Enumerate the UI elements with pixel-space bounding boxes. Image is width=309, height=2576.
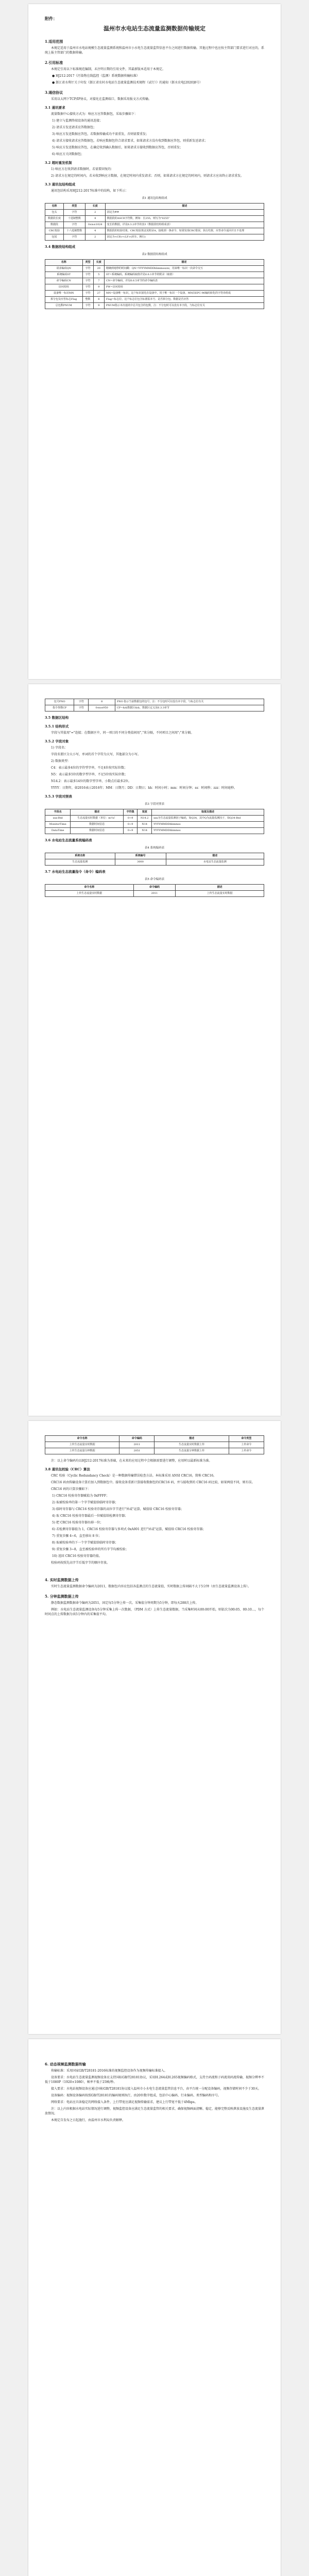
- table-row: [45, 278, 264, 284]
- subsection-title: 3.5.2 字段对象: [45, 739, 69, 743]
- table-row: [45, 705, 264, 711]
- table-header: 命令编码: [119, 1436, 154, 1442]
- table-row: [45, 828, 264, 834]
- subsection-title: 3.6 水电站生态流量系统编码表: [45, 838, 92, 842]
- paragraph: 字段名要区分大小写，单词的首个字符为大写，其他部分为小写。: [51, 753, 141, 756]
- table-cell: 上传生态流量分钟数据: [45, 1448, 119, 1454]
- table-row: [45, 1448, 264, 1454]
- page-4: [28, 2039, 281, 2576]
- table-caption: 表5 命令编码表: [144, 878, 165, 881]
- paragraph: 设备编码：视频设备编码按照GB/T28181的编码规则执行，由20位数字组成，包括中心编码、行业编码、类型编码和序号。: [51, 2094, 221, 2097]
- table-cell: YYYYMMDDhhmmss: [152, 828, 264, 834]
- table-cell: 字符: [82, 266, 93, 272]
- table-cell: 数据段的校验结果，CRC校验算法见附录A。接收到一条命令，如果发现CRC错误，执行结果，应答命令返回并且不处理: [105, 228, 264, 234]
- table-cell: 生态流量实时数据上传: [154, 1442, 229, 1448]
- paragraph: 字段与其值用"="连接；在数据区中，同一项目的不同分类值间用","来分隔，不同项目之间用";"来分隔。: [51, 731, 194, 735]
- list-item: 2) 请求方发送请求应答数据包；: [52, 126, 97, 129]
- table-cell: 2011: [119, 1442, 154, 1448]
- paragraph: 接入要求：水电站视频设备应通过国标GB/T28181协议接入温州市小水电生态流量监管信息平台，由平台统一分配设备编码，视频存储时间不少于30天。: [51, 2087, 261, 2091]
- table-cell: ST=系统编码，系统编码取值详见6.6.1章节的附录（取值）: [104, 272, 264, 278]
- field-reference-table: [45, 809, 264, 834]
- table-header: 命令名称: [45, 1436, 119, 1442]
- table-cell: xxx为生态流量监测因子编码，如Q34，其中Q为流量监测因子，如Q34-Rtd: [152, 816, 264, 822]
- table-cell: 0~9: [124, 822, 138, 828]
- table-row: [45, 210, 264, 216]
- section-title: 2.引用标准: [45, 60, 63, 65]
- paragraph: 本规定自发布之日起施行，由温州市水利局负责解释。: [51, 2119, 126, 2122]
- table-row: [45, 1442, 264, 1448]
- table-cell: 访问密码: [45, 284, 83, 291]
- subsection-title: 3.3 通讯包结构组成: [45, 182, 76, 187]
- table-cell: 请求编码QN: [45, 266, 83, 272]
- paragraph: 2) 数据类型：: [51, 759, 71, 763]
- table-cell: 十六进制整数: [64, 228, 85, 234]
- table-header: 命令类型: [229, 1436, 264, 1442]
- table-cell: 固定为##: [105, 210, 264, 216]
- table-cell: 数据段: [45, 222, 64, 228]
- table-header: 命令编码: [133, 885, 175, 891]
- paragraph: 通讯包结构采用HJ212-2017标准中的结构，如下所示：: [51, 189, 129, 193]
- table-header: 类型: [82, 260, 93, 266]
- table-row: [45, 272, 264, 278]
- table-header-row: [45, 260, 264, 266]
- table-cell: 2: [85, 234, 105, 241]
- table-header-row: [45, 204, 264, 210]
- table-cell: 2011: [133, 891, 175, 897]
- subsection-title: 3.2 超时重发机制: [45, 161, 72, 165]
- table-cell: 指令参数CP: [45, 705, 74, 711]
- table-cell: N14.2: [138, 816, 152, 822]
- table-cell: 2: [85, 210, 105, 216]
- paragraph: 注：以上命令编码均以HJ212-2017标准为基础，在未来的应用过程中会根据需要进行调整，应用时以最新标准为准。: [51, 1459, 212, 1463]
- section-title: 5. 分钟监测数据上传: [45, 1594, 79, 1599]
- table-cell: 整数: [82, 297, 93, 303]
- table-cell: 字符: [82, 278, 93, 284]
- table-cell: 生态流量实时数据（单位：m³/s）: [71, 816, 124, 822]
- paragraph: 网络要求：电站应具备稳定的网络接入条件，上行带宽应满足视频传输需求，建议上行带宽不低于4Mbps。: [51, 2100, 198, 2104]
- table-row: [45, 234, 264, 241]
- table-cell: 字符: [74, 705, 89, 711]
- list-item: 7) 重复步骤 4~6，直至移出 8 位；: [52, 1534, 102, 1538]
- paragraph: YYYY：日期年，如2016表示2016年；MM：日期月；DD：日期日；hh：时间小时；mm：时间分钟；ss：时间秒；zzz：时间毫秒。: [51, 786, 237, 790]
- table-header: 描述: [166, 853, 264, 859]
- table-header: 字符集: [124, 809, 138, 816]
- paragraph: CRC16 码的计算步骤如下：: [51, 1487, 91, 1491]
- subsection-title: 3.4 数据段结构组成: [45, 245, 76, 249]
- table-cell: 0~9: [124, 828, 138, 834]
- table-row: [45, 266, 264, 272]
- paragraph: N5：表示最多5位的数字型字串，不足5位按实际位数；: [51, 773, 128, 776]
- table-cell: 变长的数据，详见6.3.2章节的表3《数据段结构组成表》: [105, 222, 264, 228]
- table-cell: 0≤n≤1024: [85, 222, 105, 228]
- table-header: 描述: [176, 885, 264, 891]
- table-header: 描述: [71, 809, 124, 816]
- list-item: 1) 建立与监测终端设备的通讯连接；: [52, 119, 103, 123]
- table-header: 长度: [85, 204, 105, 210]
- table-row: [45, 303, 264, 309]
- data-segment-table: [45, 259, 264, 309]
- table-cell: 包尾: [45, 234, 64, 241]
- paragraph: CRC 校验（Cyclic Redundancy Check）是一种数据传输错误检查方法。本标准采用 ANSI CRC16，简称 CRC16。: [51, 1474, 217, 1478]
- list-item: 3) 响应方发送数据应答包，若数据传输成功不需重发，否则需要重发；: [52, 132, 149, 136]
- table-cell: CN=命令编码，详见6.6.5章节的命令编码表: [104, 278, 264, 284]
- list-item: 9) 重复步骤 3~8，直至被校验串的所有字节均被校验；: [52, 1548, 129, 1551]
- table-cell: 9: [93, 284, 104, 291]
- paragraph: 1) 字段名：: [51, 746, 68, 750]
- paragraph: 设备要求：水电站生态流量监测视频设备应支持国标GB/T28181协议，采用H.264或H.265视频编码格式，支持主码流和子码流双码流传输，视频分辨率不低于1080P（1920×1080），帧率不低于25帧/秒。: [45, 2076, 264, 2084]
- table-header: 系统名称: [45, 853, 115, 859]
- table-cell: 9: [93, 303, 104, 309]
- table-cell: MN=设备唯一标识，这个标识固化在设备中，用于唯一标识一个设备。MN由EPC-96编码转化的字符串组成: [104, 291, 264, 297]
- table-caption: 表4 系统编码表: [144, 846, 165, 850]
- table-cell: 0~9: [124, 816, 138, 822]
- paragraph: 例如：水电站生态流量监测设备每5分钟采集上传一次数据，（PDM 方式）上传生态流量数据，当采集时间从00:00开始，则依次为00:05、00:10…，每个时间点的上传数据为该5分钟内的采集值平均。: [45, 1608, 264, 1616]
- page-1: [28, 4, 281, 679]
- table-cell: 3000: [115, 859, 166, 866]
- command-code-table: [45, 884, 264, 897]
- paragraph: 本规定适用于温州市水电站规模生态流量监测系统和温州市小水电生态流量监管信息平台之间进行数据传输。其他过程中也应按主管部门要求进行对应的，系统上报主管部门的数据传输。: [45, 46, 265, 55]
- table-header: 命令名称: [45, 885, 134, 891]
- list-item: 5) 响应方发送数据应答包，在确定收到确认数据后，如果请求方接收到数据应答包，否则重发；: [52, 146, 183, 149]
- table-cell: 字符: [74, 699, 89, 705]
- data-segment-table-continued: [45, 699, 264, 711]
- list-item: 2) 取被校验串的第一个字节赋值给临时寄存器；: [52, 1501, 118, 1504]
- table-cell: 字符: [64, 234, 85, 241]
- table-cell: MonitorTime: [45, 822, 71, 828]
- list-item: 6) 响应方关闭数据包；: [52, 152, 84, 156]
- list-item: 10) 返回 CRC16 校验寄存器的值。: [52, 1554, 102, 1558]
- table-row: [45, 297, 264, 303]
- table-cell: 数据时间信息: [71, 828, 124, 834]
- table-cell: 上传生态流量实时数据: [45, 891, 134, 897]
- table-cell: YYYYMMDDhhmmss: [152, 822, 264, 828]
- table-row: [45, 222, 264, 228]
- table-cell: 4: [85, 216, 105, 222]
- table-cell: 水电站生态流量监测: [166, 859, 264, 866]
- list-item: 4) 取 CRC16 校验寄存器最后一位赋值给检测寄存器；: [52, 1514, 128, 1518]
- list-item: ● 浙江省水利厅关于印发《浙江省农村水电站生态流量监测技术规程（试行）》的通知（浙水农电[2020]8号）: [52, 81, 202, 84]
- paragraph: 1) 响应方在收到请求数据时，若需要回复的：: [51, 167, 114, 171]
- list-item: 4) 请求方接收请求应答数据包，若响应数据包符合请求要求，如果请求方没有收到数据应答包，则重新发送请求；: [52, 139, 208, 143]
- table-header-row: [45, 1436, 264, 1442]
- table-header-row: [45, 853, 264, 859]
- table-header: 名称: [45, 204, 64, 210]
- table-cell: xxx-Rtd: [45, 816, 71, 822]
- table-caption: 表1 通讯包结构组成: [142, 197, 167, 200]
- paragraph: 采用以太网下TCP/IP协议，对接化在监测端口，数据采用报文方式传输。: [51, 97, 152, 101]
- table-cell: PNO 指示当前数据包的包号，注：不分包时可以没有本字段，与标志位有关: [115, 699, 264, 705]
- table-cell: 数据段长度: [45, 216, 64, 222]
- section-title: 6. 动态视频监测数据传输: [45, 2062, 86, 2066]
- subsection-title: 3.1 通讯要求: [45, 106, 65, 110]
- table-cell: 20: [93, 266, 104, 272]
- table-cell: 上传命令: [229, 1442, 264, 1448]
- table-header: 描述: [104, 260, 264, 266]
- table-cell: 0≤n≤950: [89, 705, 115, 711]
- table-cell: 命令编码CN: [45, 278, 83, 284]
- document-title: 温州市水电站生态流量监测数据传输规定: [104, 25, 205, 32]
- table-cell: Flag=标志位，这个标志位包含标准版本号、是否拆分包、数据是否应答: [104, 297, 264, 303]
- table-header: 宽度: [138, 809, 152, 816]
- table-cell: 固定为<CR><LF>(回车、换行): [105, 234, 264, 241]
- table-cell: CP=&&数据区&&，数据区定义见6.3.3章节: [115, 705, 264, 711]
- paragraph: 本规定引用以下标准规范编制，未注明日期的引用文件，其最新版本适用于本规定。: [51, 67, 166, 71]
- paragraph: 静态数据监测数据命令编码为2051，固定每5分钟上传一次。采集值分钟周期为5分钟，即每天288次上传。: [51, 1601, 199, 1605]
- table-cell: 十进制整数: [64, 216, 85, 222]
- list-item: 8) 取被校验串的下一个字节赋值给临时寄存器；: [52, 1541, 118, 1545]
- table-cell: 字符: [82, 303, 93, 309]
- table-cell: DataTime: [45, 828, 71, 834]
- table-cell: PW=访问密码: [104, 284, 264, 291]
- table-header: 名称: [45, 260, 83, 266]
- table-cell: 8: [93, 297, 104, 303]
- table-cell: 包头: [45, 210, 64, 216]
- table-cell: 4: [85, 228, 105, 234]
- paragraph: CRC16 码由传输设备计算后加入到数据包中。接收设备重新计算接收数据包的CRC16 码，并与接收到的 CRC16 码比较，如果两值不同，则有误。: [51, 1481, 255, 1484]
- table-cell: 8: [89, 699, 115, 705]
- table-cell: 包号PNO: [45, 699, 74, 705]
- table-header: 长度: [93, 260, 104, 266]
- table-row: [45, 216, 264, 222]
- table-cell: N14: [138, 828, 152, 834]
- command-detail-table: [45, 1435, 264, 1454]
- table-cell: 生态流量监测: [45, 859, 115, 866]
- table-caption: 表2 数据段结构组成: [142, 253, 167, 256]
- table-cell: 5: [93, 272, 104, 278]
- table-header: 字段名: [45, 809, 71, 816]
- table-cell: 总包数PNUM: [45, 303, 83, 309]
- attachment-label: 附件：: [45, 16, 57, 21]
- list-item: 3) 临时寄存器与 CRC16 校验寄存器的高位字节进行"异或"运算，赋值给 CRC16 校验寄存器；: [52, 1507, 184, 1511]
- paragraph: C4：表示最多4位的字符型字串，不足4位按实际位数；: [51, 766, 128, 770]
- table-cell: 数据时间信息: [71, 822, 124, 828]
- table-cell: 上传命令: [229, 1448, 264, 1454]
- system-code-table: [45, 853, 264, 866]
- table-cell: 数据段的ASCII字符数，例如：长255，则写为"0255": [105, 216, 264, 222]
- table-header-row: [45, 885, 264, 891]
- table-cell: PNUM指示本次通讯中总共包含的包数，注：不分包时可以没有本字段，与标志位有关: [104, 303, 264, 309]
- subsection-title: 3.5.1 结构形式: [45, 724, 69, 728]
- table-header: 系统编号: [115, 853, 166, 859]
- table-cell: 生态流量分钟数据上传: [154, 1448, 229, 1454]
- subsection-title: 3.5.3 字段对照表: [45, 794, 72, 799]
- table-cell: 上传生态流量实时数据: [176, 891, 264, 897]
- table-caption: 表3 字段对照表: [144, 803, 165, 806]
- table-cell: 字符: [82, 291, 93, 297]
- table-cell: 字符: [64, 210, 85, 216]
- paragraph: 2) 请求方在规定的时间内，若未收到响应方数据，在规定时间内重发请求；否则，如果请求方在规定的时间内，则请求方应该终止请求重发。: [51, 174, 244, 178]
- table-cell: 字符: [82, 272, 93, 278]
- packet-structure-table: [45, 203, 264, 241]
- table-row: [45, 284, 264, 291]
- list-item: 1) CRC16 校验寄存器赋值为 0xFFFF；: [52, 1494, 110, 1498]
- table-row: [45, 228, 264, 234]
- page-3: [28, 1421, 281, 2034]
- page-2: [28, 684, 281, 1416]
- table-header: 描述: [105, 204, 264, 210]
- table-header: 取值及描述: [152, 809, 264, 816]
- table-row: [45, 822, 264, 828]
- list-item: 6) 若检测寄存器值为 1，CRC16 校验寄存器与多项式 0xA001 进行"异或"运算，赋值给 CRC16 校验寄存器；: [52, 1528, 206, 1531]
- table-cell: 拆分包及应答标志Flag: [45, 297, 83, 303]
- paragraph: 流量数据中心接收方式为：响应方应答数据包，采取步骤如下：: [51, 112, 138, 116]
- table-cell: N14: [138, 822, 152, 828]
- table-header-row: [45, 809, 264, 816]
- paragraph: 实时生态流量监测数据命令编码为2011，数据包内容应包括各监测点的生态流量值，实时数据上传间隔不大于5分钟（由生态流量监测设备上传）。: [51, 1585, 251, 1588]
- table-row: [45, 816, 264, 822]
- table-row: [45, 859, 264, 866]
- table-header: 类型: [64, 204, 85, 210]
- table-cell: 7: [93, 278, 104, 284]
- table-cell: 系统编码ST: [45, 272, 83, 278]
- table-row: [45, 291, 264, 297]
- paragraph: 注：以上内容根据水电站实际情况进行调整，视频监控设备应满足生态流量监管的相关要求，确保视频画面清晰、稳定，能够完整反映泄放设施及生态流量泄放情况。: [45, 2107, 265, 2115]
- table-cell: 字符: [64, 222, 85, 228]
- table-cell: 设备唯一标识MN: [45, 291, 83, 297]
- section-title: 3.通信协议: [45, 90, 63, 95]
- table-row: [45, 891, 264, 897]
- table-cell: 字符: [82, 284, 93, 291]
- table-cell: CRC校验: [45, 228, 64, 234]
- paragraph: N14.2：表示最多14位的数字型字串，小数点后最多2位。: [51, 779, 132, 783]
- table-cell: 27: [93, 291, 104, 297]
- subsection-title: 3.8 通讯包校验（CRC）算法: [45, 1467, 90, 1471]
- table-cell: 2051: [119, 1448, 154, 1454]
- table-cell: 上传生态流量实时数据: [45, 1442, 119, 1448]
- table-cell: 精确到毫秒的时间戳：QN=YYYYMMDDhhmmsszzz，用来唯一标识一次命令交互: [104, 266, 264, 272]
- paragraph: 校验码按照先高字节后低字节的顺序存放。: [51, 1561, 110, 1565]
- list-item: ● HJ212-2017《污染物在线监控（监测）系统数据传输标准》: [52, 74, 140, 78]
- paragraph: 传输标准：采用国家GB/T28181-2016标准的视频监控设备作为视频传输标准接入。: [51, 2069, 167, 2073]
- table-header: 描述: [154, 1436, 229, 1442]
- subsection-title: 3.5 数据区结构: [45, 716, 69, 720]
- section-title: 1.适用范围: [45, 39, 63, 44]
- section-title: 4. 实时监测数据上传: [45, 1578, 79, 1582]
- list-item: 5) 把 CRC16 校验寄存器右移一位；: [52, 1521, 104, 1524]
- subsection-title: 3.7 水电站生态流量指令（命令）编码表: [45, 870, 106, 874]
- table-row: [45, 699, 264, 705]
